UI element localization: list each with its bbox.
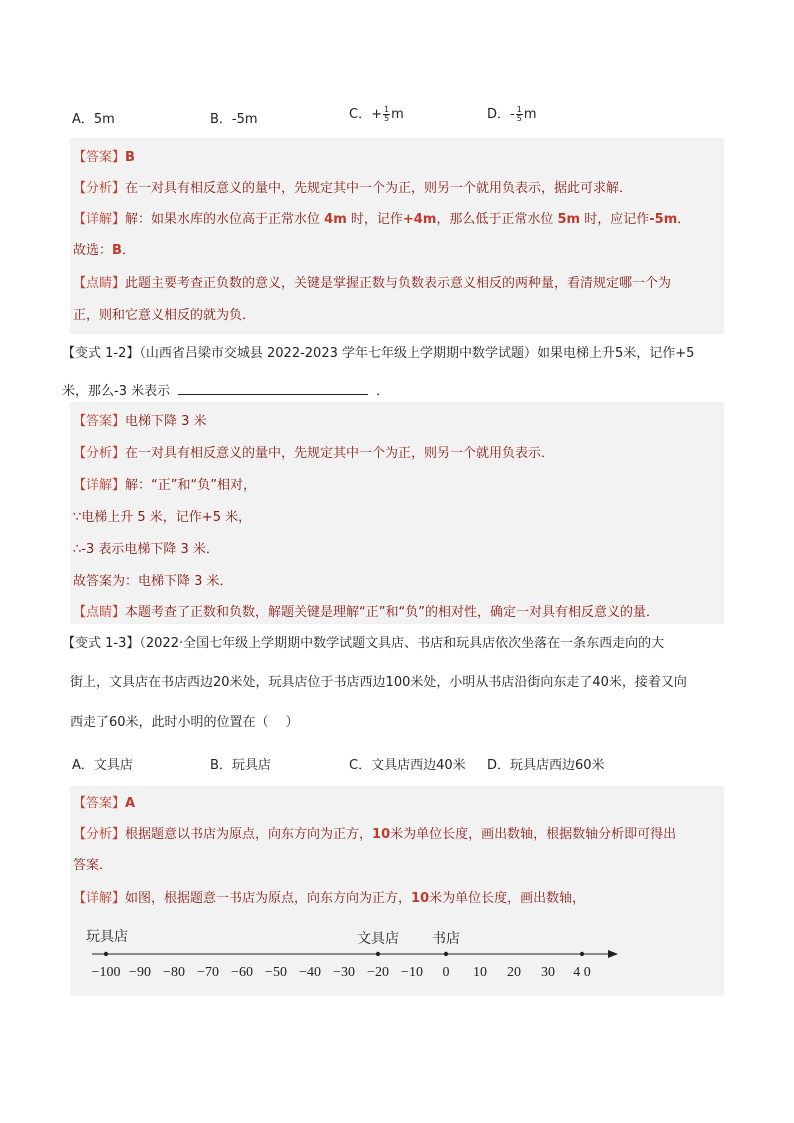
analysis-line: 【分析】在一对具有相反意义的量中，先规定其中一个为正，则另一个就用负表示，据此可求解． (73, 181, 633, 196)
tick-label: 30 (541, 965, 555, 980)
point-label: 书店 (432, 932, 460, 947)
detail-line-4: 故答案为：电梯下降 3 米． (73, 574, 233, 589)
tick-label: −10 (401, 965, 423, 980)
option-b: B．-5m (210, 112, 258, 127)
axis-arrow-icon (608, 950, 618, 958)
tick-label: 0 (442, 965, 450, 980)
q2-stem-line-2: 米，那么-3 米表示 ． (62, 380, 389, 399)
q2-stem-line-1: 【变式 1-2】（山西省吕梁市交城县 2022-2023 学年七年级上学期期中数学试题）如果电梯上升5米，记作+5 (62, 346, 695, 361)
tick-label: −50 (265, 965, 287, 980)
point-marker (104, 952, 108, 956)
fraction: $\frac{1}{5}$ (516, 105, 522, 123)
option-b: B．玩具店 (210, 758, 271, 773)
q2-solution-block (70, 402, 724, 624)
analysis-line: 【分析】在一对具有相反意义的量中，先规定其中一个为正，则另一个就用负表示． (73, 446, 555, 461)
point-label: 玩具店 (86, 930, 128, 945)
tick-label: −100 (91, 965, 121, 980)
point-marker (376, 952, 380, 956)
tick-label: 4 0 (573, 965, 591, 980)
comment-line: 【点睛】本题考查了正数和负数，解题关键是理解“正”和“负”的相对性，确定一对具有相反意义的量． (73, 605, 659, 620)
tick-label: −20 (367, 965, 389, 980)
fraction: $\frac{1}{5}$ (383, 105, 390, 123)
detail-line-2: 故选：B． (73, 243, 135, 258)
analysis-line-2: 答案． (73, 858, 113, 873)
option-d: D．- $\frac{1}{5}$ m (487, 105, 537, 123)
answer-line: 【答案】电梯下降 3 米 (73, 414, 207, 429)
comment-line: 【点睛】此题主要考查正负数的意义，关键是掌握正数与负数表示意义相反的两种量，看清规定哪一个为 (73, 276, 672, 291)
tick-label: −80 (163, 965, 185, 980)
comment-line-2: 正，则和它意义相反的就为负． (73, 308, 256, 323)
tick-label: −40 (299, 965, 321, 980)
tick-label: −90 (129, 965, 151, 980)
detail-line: 【详解】解：如果水库的水位高于正常水位 4m 时，记作+4m，那么低于正常水位 5m 时，应记作-5m． (73, 212, 691, 227)
point-group (86, 929, 584, 956)
tick-label: 20 (507, 965, 521, 980)
tick-label: −30 (333, 965, 355, 980)
option-a: A．文具店 (72, 758, 133, 773)
point-marker (580, 952, 584, 956)
point-label: 文具店 (357, 932, 399, 947)
option-c: C．文具店西边40米 (349, 758, 466, 773)
option-c: C．+ $\frac{1}{5}$ m (349, 105, 404, 123)
q3-stem-line-1: 【变式 1-3】（2022·全国七年级上学期期中数学试题文具店、书店和玩具店依次坐落在一条东西走向的大 (62, 636, 665, 651)
tick-label: 10 (473, 965, 487, 980)
detail-line: 【详解】如图，根据题意一书店为原点，向东方向为正方，10米为单位长度，画出数轴， (73, 891, 586, 906)
q1-solution-block (70, 138, 724, 334)
q3-solution-block (70, 786, 724, 996)
answer-blank[interactable] (178, 380, 368, 395)
detail-line-2: ∵电梯上升 5 米，记作+5 米， (73, 510, 252, 525)
answer-line: 【答案】A (73, 796, 136, 811)
tick-label: −70 (197, 965, 219, 980)
analysis-line: 【分析】根据题意以书店为原点，向东方向为正方，10米为单位长度，画出数轴，根据数轴分析即可得出 (73, 827, 677, 842)
detail-line-3: ∴-3 表示电梯下降 3 米． (73, 542, 219, 557)
answer-line: 【答案】B (73, 150, 135, 165)
tick-label: −60 (231, 965, 253, 980)
option-a: A．5m (72, 112, 115, 127)
number-line (70, 916, 724, 996)
point-marker (444, 952, 448, 956)
option-d: D．玩具店西边60米 (487, 758, 605, 773)
tick-group (92, 965, 591, 980)
q3-stem-line-3: 西走了60米，此时小明的位置在（ ） (70, 715, 299, 730)
q3-stem-line-2: 街上，文具店在书店西边20米处，玩具店位于书店西边100米处，小明从书店沿街向东走了40米，接着又向 (70, 675, 687, 690)
detail-line: 【详解】解：“正”和“负”相对， (73, 478, 256, 493)
